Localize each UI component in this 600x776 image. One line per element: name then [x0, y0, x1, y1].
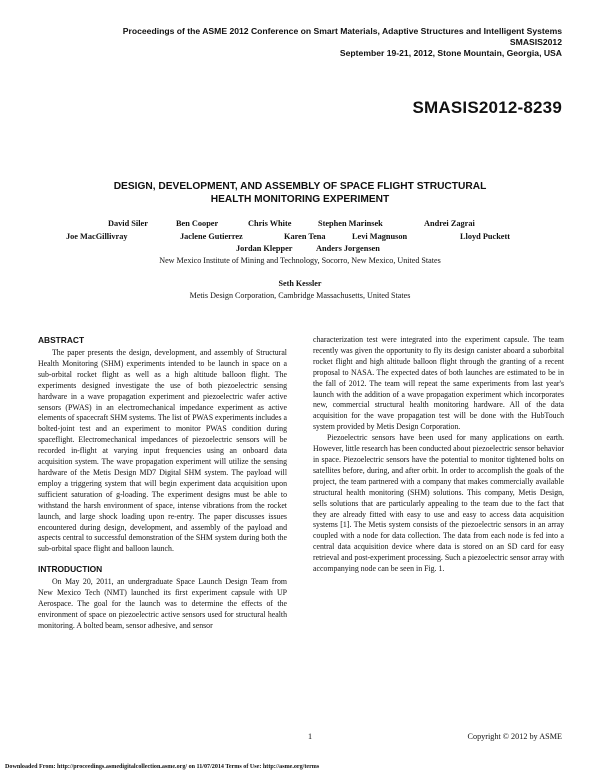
- author-name: David Siler: [108, 219, 148, 228]
- right-column: [313, 335, 564, 575]
- left-column: [38, 335, 287, 632]
- abstract-heading: ABSTRACT: [38, 335, 85, 345]
- abstract-text: The paper presents the design, development, and assembly of Structural Health Monitoring (SHM) experiments intended to be launch in space on a sub-orbital rocket flight as well as a high altitude balloon flight. The experiments designed investigate the use of both piezoelectric sensing hardware in a wave propagation experiment and piezoelectric wafer active sensors (PWAS) in an electromechanical impedance experiment as active elements of spacecraft SHM systems. The list of PWAS experiments includes a bolted-joint test and an experiment to monitor PWAS condition during spaceflight. Electromechanical impedances of piezoelectric sensors will be recorded in-flight at varying input frequencies using an onboard data acquisition system. The wave propagation experiment will utilize the sensing hardware of the Metis Design MD7 Digital SHM system. The payload will employ a triggering system that will begin experiment data acquisition upon sufficient saturation of g-loading. The experiment designs must be able to withstand the harsh environment of space, intense vibrations from the rocket launch, and large shock loading upon re-entry. The paper discusses issues encountered during design, development, and assembly of the payload and aspects central to successful demonstration of the SHM system during both the sub-orbital space flight and balloon launch.: [38, 348, 287, 554]
- page-number: 1: [308, 732, 313, 741]
- introduction-paragraph-continued: characterization test were integrated into the experiment capsule. The team recently was given the opportunity to fly its design canister aboard a suborbital rocket flight and high altitude balloon flight through the granting of a recent proposal to NASA. The expected dates of both launches are estimated to be in the fall of 2012. The team will repeat the same experiments from last year's launch with the addition of a wave propagation experiment which incorporates new, commercial structural health monitoring hardware. All of the data acquisition for the wave propagation test will be done with the HubTouch system provided by Metis Design Corporation.: [313, 335, 564, 432]
- introduction-heading: INTRODUCTION: [38, 564, 103, 575]
- title-line-2: HEALTH MONITORING EXPERIMENT: [210, 194, 390, 205]
- author-name: Joe MacGillivray: [66, 232, 128, 241]
- author-name: Anders Jorgensen: [316, 244, 380, 253]
- conference-dates: September 19-21, 2012, Stone Mountain, Georgia, USA: [339, 48, 562, 59]
- author-name: Andrei Zagrai: [424, 219, 475, 228]
- author-name: Stephen Marinsek: [318, 219, 383, 228]
- conference-code: SMASIS2012: [509, 37, 562, 48]
- copyright-notice: Copyright © 2012 by ASME: [467, 732, 562, 741]
- author-name: Karen Tena: [284, 232, 326, 241]
- author-name: Seth Kessler: [278, 279, 322, 288]
- paper-id: SMASIS2012-8239: [412, 98, 562, 117]
- affiliation-metis: Metis Design Corporation, Cambridge Massachusetts, United States: [189, 291, 411, 300]
- title-line-1: DESIGN, DEVELOPMENT, AND ASSEMBLY OF SPACE FLIGHT STRUCTURAL: [113, 181, 487, 192]
- author-name: Jordan Klepper: [236, 244, 293, 253]
- author-name: Jaclene Gutierrez: [180, 232, 243, 241]
- author-name: Ben Cooper: [176, 219, 219, 228]
- conference-name: Proceedings of the ASME 2012 Conference on Smart Materials, Adaptive Structures and Intelligent Systems: [122, 26, 562, 36]
- author-name: Lloyd Puckett: [460, 232, 511, 241]
- paper-title: [60, 180, 540, 206]
- author-name: Chris White: [248, 219, 292, 228]
- author-name: Levi Magnuson: [352, 232, 408, 241]
- conference-header: [123, 26, 562, 60]
- download-notice: Downloaded From: http://proceedings.asmedigitalcollection.asme.org/ on 11/07/2014 Terms of Use: http://asme.org/terms: [5, 764, 320, 770]
- affiliation-nmt: New Mexico Institute of Mining and Technology, Socorro, New Mexico, United States: [159, 256, 441, 265]
- introduction-paragraph: On May 20, 2011, an undergraduate Space Launch Design Team from New Mexico Tech (NMT) launched its first experiment capsule with UP Aerospace. The goal for the launch was to determine the effects of the environment of space on piezoelectric active sensors used for structural health monitoring. A bolted beam, sensor adhesive, and sensor: [38, 577, 287, 630]
- introduction-paragraph: Piezoelectric sensors have been used for many applications on earth. However, little research has been conducted about piezoelectric sensor behavior in space. Piezoelectric sensors have the potential to monitor tightened bolts on satellites before, during, and after orbit. In order to accomplish the goals of the project, the team partnered with a company that makes commercially available structural health monitoring (SHM) solutions. This company, Metis Design, sells solutions that are particularly appealing to the team due to the fact that they are already fitted with easy to use and easy to access data acquisition systems [1]. The Metis system consists of the piezoelectric sensors in an array coupled with a node for data collection. The data from each node is fed into a central data acquisition device where data is stored on an SD card for easy retrieval and post-experiment processing. Such a piezoelectric sensor array with accompanying node can be seen in Fig. 1.: [313, 433, 565, 574]
